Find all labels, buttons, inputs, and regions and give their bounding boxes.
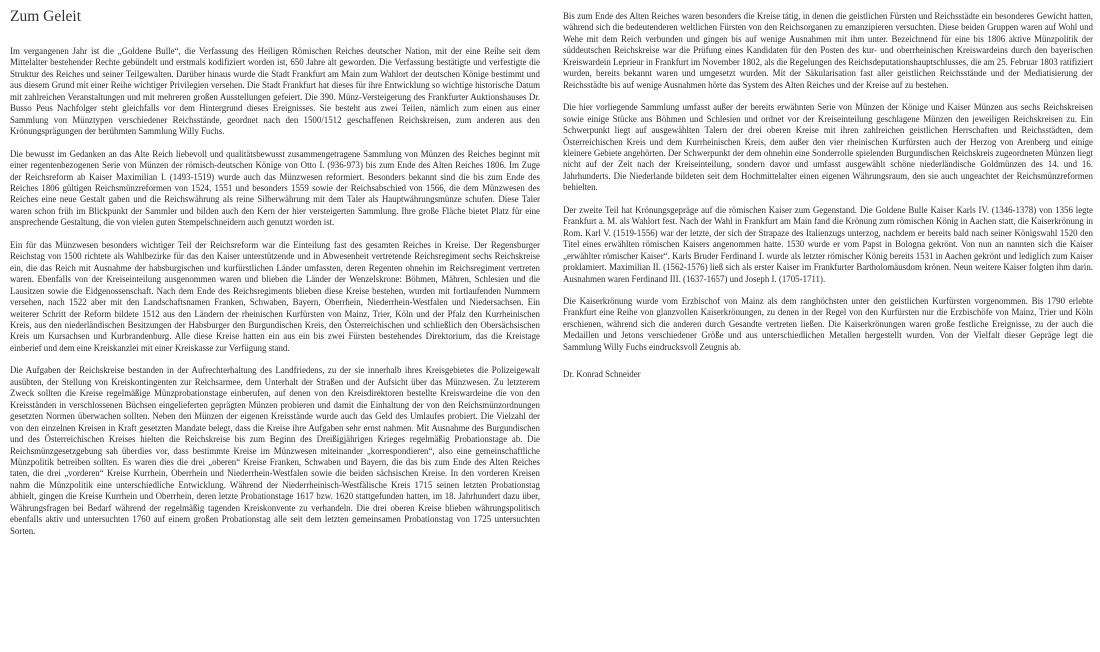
paragraph-reichskreise: Ein für das Münzwesen besonders wichtiger Teil der Reichsreform war die Einteilung fast des gesamten Reiches in Kreise. Der Regensburger Reichstag von 1500 richtete als Wahlbezirke für das den Kaiser unterstützende und in Abwesenheit vertretende Reichsregiment sechs Reichskreise ein, die das Reich mit Ausnahme der habsburgischen und kurfürstlichen Länder umfassten, deren Regenten ohnehin im Reichsregiment vertreten waren. Ebenfalls von der Kreiseinteilung ausgenommen waren und blieben die Länder der Wenzelskrone: Böhmen, Mähren, Schlesien und die Lausitzen sowie die Eidgenossenschaft. Nach dem Ende des Reichsregiments blieben diese Kreise bestehen, wurden mit fortlaufenden Nummern versehen, nach 1522 aber mit den Landschaftsnamen Franken, Schwaben, Bayern, Oberrhein, Niederrhein-Westfalen und Niedersachsen. Ein weiterer Schritt der Reform bildete 1512 aus den Ländern der rheinischen Kurfürsten von Mainz, Trier, Köln und der Pfalz den Kurrheinischen Kreis, aus den niederländischen Besitzungen der Habsburger den Burgundischen Kreis, den Österreichischen und schließlich den Obersächsischen Kreis um Kursachsen und Kurbrandenburg. Alle diese Kreise hatten ein aus ein bis zwei Fürsten bestehendes Direktorium, das die Kreistage einberief und dem eine Kreiskanzlei mit einer Kreiskasse zur Verfügung stand.	[10, 239, 540, 353]
paragraph-kaiserkroenung: Die Kaiserkrönung wurde vom Erzbischof von Mainz als dem ranghöchsten unter den geistlichen Kurfürsten vorgenommen. Bis 1790 erlebte Frankfurt eine Reihe von glanzvollen Kaiserkrönungen, zu denen in der Regel von den Kurfürsten nur die Erzbischöfe von Mainz, Trier und Köln erschienen, während sich die anderen durch Gesandte vertreten ließen. Die Kaiserkrönungen waren große festliche Ereignisse, zu der auch die Medaillen und Jetons verschiedener Größe und aus unterschiedlichen Metallen hergestellt wurden. Von der Vielfalt dieser Gepräge legt die Sammlung Willy Fuchs eindrucksvoll Zeugnis ab.	[563, 295, 1093, 352]
left-column	[10, 0, 540, 537]
paragraph-aufgaben: Die Aufgaben der Reichskreise bestanden in der Aufrechterhaltung des Landfriedens, zu der sie innerhalb ihres Kreisgebietes die Polizeigewalt ausübten, der Stellung von Kreiskontingenten zur Reichsarmee, dem Unterhalt der Straßen und der Aufsicht über das Münzwesen. Zu letzterem Zweck sollten die Kreise regelmäßige Münzprobationstage einberufen, auf denen von den Kreisdirektoren bestellte Kreiswardeine die von den Kreisständen in verschlossenen Büchsen eingelieferten geprägten Münzen probieren und damit die Einhaltung der von den Reichsmünzordnungen gesetzten Normen überwachen sollten. Neben den Münzen der eigenen Kreisstände wurde auch das Geld des Umlaufes probiert. Die Vielzahl der von den einzelnen Kreisen in Kraft gesetzten Mandate belegt, dass die Kreise ihre Aufgaben sehr ernst nahmen. Mit Ausnahme des Burgundischen und des Österreichischen Kreises hielten die Reichskreise bis zum Beginn des Dreißigjährigen Krieges regelmäßig Probationstage ab. Die Reichsmünzgesetzgebung sah überdies vor, dass bestimmte Kreise im Münzwesen miteinander „korrespondieren“, also eine gemeinschaftliche Münzpolitik betreiben sollten. Es waren dies die drei „oberen“ Kreise Franken, Schwaben und Bayern, die das bis zum Ende des Alten Reiches taten, die drei „vorderen“ Kreise Kurrhein, Oberrhein und Niederrhein-Westfalen sowie die beiden sächsischen Kreise. In den vorderen Kreisen nahm die Münzpolitik eine unterschiedliche Entwicklung. Während der Niederrheinisch-Westfälische Kreis 1715 seinen letzten Probationstag abhielt, gingen die Kreise Kurrhein und Oberrhein, deren letzte Probationstage 1617 bzw. 1620 stattgefunden hatten, im 18. Jahrhundert dazu über, Währungsfragen bei Bedarf während der regelmäßig tagenden Kreiskonvente zu verhandeln. Die drei oberen Kreise blieben währungspolitisch ebenfalls aktiv und untersuchten 1760 auf einem großen Probationstag alle seit dem letzten gemeinsamen Probationstag von 1725 untersuchten Sorten.	[10, 365, 540, 536]
signature: Dr. Konrad Schneider	[563, 369, 641, 380]
paragraph-kroenung: Der zweite Teil hat Krönungsgepräge auf die römischen Kaiser zum Gegenstand. Die Goldene Bulle Kaiser Karls IV. (1346-1378) von 1356 legte Frankfurt a. M. als Wahlort fest. Nach der Wahl in Frankfurt am Main fand die Krönung zum römischen König in Aachen statt, die Kaiserkrönung in Rom. Karl V. (1519-1556) war der letzte, der sich der Strapaze des Italienzugs unterzog, nachdem er bereits bald nach seiner Königswahl 1520 den Titel eines erwählten römischen Kaisers angenommen hatte. 1530 wurde er vom Papst in Bologna gekrönt. Von nun an nannten sich die Kaiser „erwählter römischer Kaiser“. Karls Bruder Ferdinand I. wurde als letzter römischer König bereits 1531 in Aachen gekrönt und lediglich zum Kaiser proklamiert. Maximilian II. (1562-1576) ließ sich als erster Kaiser im Frankfurter Bartholomäusdom krönen. Neun weitere Kaiser folgten ihm darin. Ausnahmen waren Ferdinand III. (1637-1657) und Joseph I. (1705-1711).	[563, 204, 1093, 284]
paragraph-intro: Im vergangenen Jahr ist die „Goldene Bulle“, die Verfassung des Heiligen Römischen Reiches deutscher Nation, mit der eine Reihe seit dem Mittelalter bestehender Rechte gebündelt und erstmals kodifiziert worden ist, 650 Jahre alt geworden. Die Verfassung bestätigte und verfestigte die Struktur des Reiches und seiner Teilgewalten. Darüber hinaus wurde die Stadt Frankfurt am Main zum Wahlort der deutschen Könige bestimmt und aus diesem Grund mit einer Reihe wichtiger Privilegien versehen. Die Stadt Frankfurt hat dieses für ihre Entwicklung so wichtige historische Datum mit zahlreichen Veranstaltungen und mit mehreren großen Ausstellungen gefeiert. Die 390. Münz-Versteigerung des Frankfurter Auktionshauses Dr. Busso Peus Nachfolger steht gleichfalls vor dem Hintergrund dieses Ereignisses. Sie besteht aus zwei Teilen, nämlich zum einen aus einer Sammlung von Münztypen verschiedener Reichsstände, geordnet nach den 1500/1512 geschaffenen Reichskreisen, zum anderen aus den Krönungsprägungen der berühmten Sammlung Willy Fuchs.	[10, 46, 540, 137]
paragraph-sammlung: Die hier vorliegende Sammlung umfasst außer der bereits erwähnten Serie von Münzen der Könige und Kaiser Münzen aus sechs Reichskreisen sowie einige Stücke aus Böhmen und Schlesien und ordnet vor der Kreiseinteilung geschlagene Münzen den jeweiligen Reichskreisen zu. Ein Schwerpunkt liegt auf ausgewählten Talern der drei oberen Kreise mit ihren zahlreichen geistlichen Herrschaften und Reichsstädten, dem Österreichischen Kreis und dem Kurrheinischen Kreis, dem außer den vier rheinischen Kurfürsten auch der Herzog von Arenberg und einige kleinere Gebiete angehörten. Der Schwerpunkt der dem ohnehin eine Sonderrolle spielenden Burgundischen Reichskreis zugeordneten Münzen liegt nicht auf der Zeit nach der Kreiseinteilung, sondern davor und umfasst ausgewählt schöne niederländische Goldmünzen des 14. und 16. Jahrhunderts. Die Niederlande bildeten seit dem Hochmittelalter einen eigenen Währungsraum, den sie auch ungeachtet der Reichsmünzreformen behielten.	[563, 102, 1093, 193]
page-title: Zum Geleit	[10, 8, 82, 25]
paragraph-ende-reich: Bis zum Ende des Alten Reiches waren besonders die Kreise tätig, in denen die geistlichen Fürsten und Reichsstädte ein besonderes Gewicht hatten, während sich die bedeutenderen weltlichen Fürsten von den Reichsorganen zu emanzipieren versuchten. Diese beiden Gruppen waren auf Wohl und Wehe mit dem Reich verbunden und gingen bis auf wenige Ausnahmen mit ihm unter. Bezeichnend für eine bis 1806 aktive Münzpolitik der süddeutschen Reichskreise war die Prüfung eines Kandidaten für den Posten des kur- und oberrheinischen Kreiswardeins durch den bayerischen Kreiswardein Leprieur in Frankfurt im November 1802, als die Regelungen des Reichsdeputationshauptschlusses, die am 25. Februar 1803 ratifiziert wurden, bereits bekannt waren und umgesetzt wurden. Mit der Säkularisation fast aller geistlichen Reichsstände und der Mediatisierung der Reichsstädte bis auf wenige Ausnahmen hörte das System des Alten Reiches und der Kreise auf zu bestehen.	[563, 11, 1093, 90]
right-column	[563, 0, 1093, 381]
paragraph-collection: Die bewusst im Gedanken an das Alte Reich liebevoll und qualitätsbewusst zusammengetragene Sammlung von Münzen des Reiches beginnt mit einer regentenbezogenen Serie von Münzen der römisch-deutschen Könige von Otto I. (936-973) bis zum Ende des Alten Reiches 1806. Im Zuge der Reichsreform ab Kaiser Maximilian I. (1493-1519) wurde auch das Münzwesen reformiert. Besonders bekannt sind die bis zum Ende des Reiches 1806 gültigen Reichsmünzreformen von 1524, 1551 und besonders 1559 sowie der Reichsabschied von 1566, die dem Münzwesen des Reiches eine neue Gestalt gaben und die Reichswährung als reine Silberwährung mit dem Taler als Hauptwährungsmünze schufen. Diese Taler waren schon früh im Blickpunkt der Sammler und bilden auch den Kern der hier versteigerten Sammlung. Ihre große Fläche bietet Platz für eine ansprechende Gestaltung, die von vielen guten Stempelschneidern auch genutzt worden ist.	[10, 148, 540, 228]
